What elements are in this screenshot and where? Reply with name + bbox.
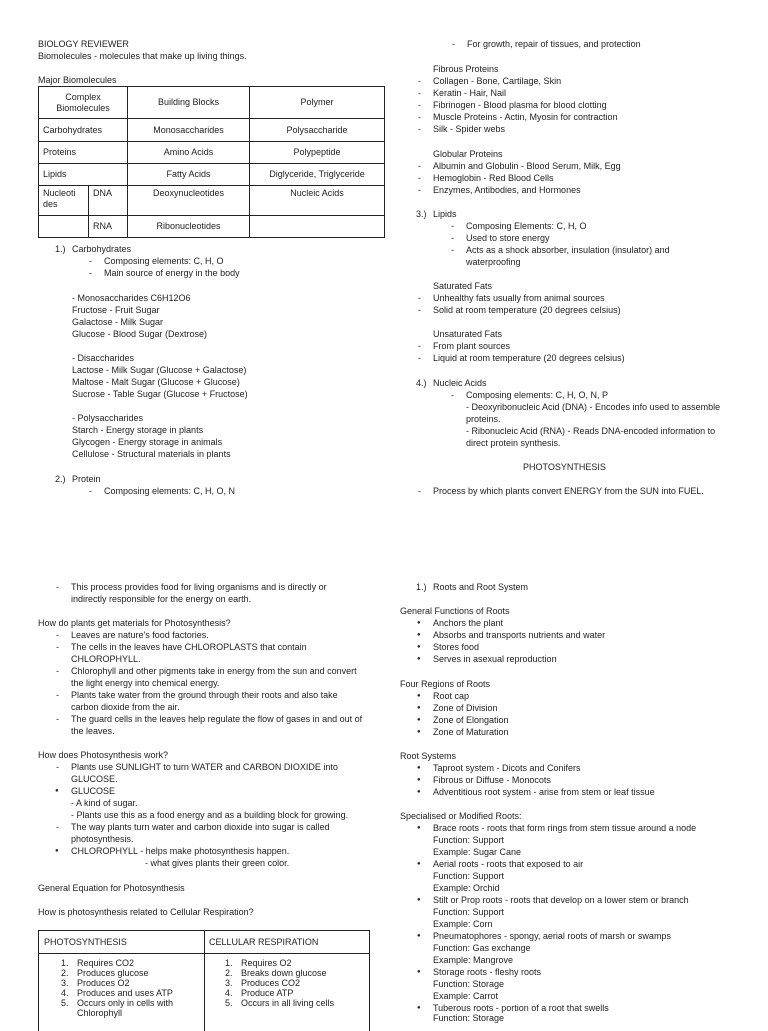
- list-item: Fructose - Fruit Sugar: [72, 305, 160, 315]
- list-item-detail: Example: Carrot: [433, 991, 499, 1001]
- table-cell: Polypeptide: [250, 142, 385, 164]
- table-cell: Ribonucleotides: [128, 216, 250, 238]
- list-item: ● Adventitious root system - arise from stem or leaf tissue: [433, 786, 655, 798]
- list-item: - Collagen - Bone, Cartilage, Skin: [433, 75, 561, 87]
- list-item: - Silk - Spider webs: [433, 123, 505, 135]
- list-item: - Keratin - Hair, Nail: [433, 87, 506, 99]
- table-cell: Occurs only in cells with: [77, 998, 174, 1008]
- disaccharides-heading: - Disaccharides: [72, 353, 135, 363]
- table-cell: [250, 216, 385, 238]
- list-item-continued: the light energy into chemical energy.: [71, 678, 220, 688]
- list-item: - For growth, repair of tissues, and protection: [467, 38, 641, 50]
- list-number: 3.): [416, 209, 427, 219]
- list-number: 2.: [225, 968, 233, 978]
- list-number: 3.: [61, 978, 69, 988]
- polysaccharides-heading: - Polysaccharides: [72, 413, 144, 423]
- list-item-detail: Function: Storage: [433, 979, 505, 989]
- list-item: - Used to store energy: [466, 232, 550, 244]
- fibrous-proteins-heading: Fibrous Proteins: [433, 64, 499, 74]
- list-item: Cellulose - Structural materials in plants: [72, 449, 231, 459]
- table-cell: Requires CO2: [77, 958, 135, 968]
- table-cell: Diglyceride, Triglyceride: [250, 164, 385, 186]
- list-number: 5.: [225, 998, 233, 1008]
- table-cell: Produce ATP: [241, 988, 294, 998]
- list-item: ● Fibrous or Diffuse - Monocots: [433, 774, 551, 786]
- list-number: 1.): [416, 582, 427, 592]
- list-item: Sucrose - Table Sugar (Glucose + Fructose): [72, 389, 248, 399]
- list-item: - Composing Elements: C, H, O: [466, 220, 587, 232]
- table-cell: Produces and uses ATP: [77, 988, 173, 998]
- table-cell: Monosaccharides: [128, 119, 250, 142]
- nucleic-acids-heading: Nucleic Acids: [433, 378, 487, 388]
- list-item-detail: Function: Support: [433, 907, 505, 917]
- list-item-detail: Function: Support: [433, 835, 505, 845]
- unsaturated-fats-heading: Unsaturated Fats: [433, 329, 503, 339]
- list-item-continued: GLUCOSE.: [71, 774, 118, 784]
- list-item-continued: - Plants use this as a food energy and as a building block for growing.: [71, 810, 349, 820]
- list-item: - Composing elements: C, H, O: [104, 255, 224, 267]
- biomolecules-table: [38, 86, 385, 238]
- list-item-detail: Function: Gas exchange: [433, 943, 531, 953]
- list-item: - Unhealthy fats usually from animal sources: [433, 292, 605, 304]
- list-item: ● Brace roots - roots that form rings from stem tissue around a node: [433, 822, 696, 834]
- table-header-cell: Building Blocks: [128, 87, 250, 119]
- regions-heading: Four Regions of Roots: [400, 679, 491, 689]
- doc-title: BIOLOGY REVIEWER: [38, 39, 129, 49]
- table-cell: Amino Acids: [128, 142, 250, 164]
- list-item-continued: proteins.: [466, 414, 501, 424]
- list-number: 4.: [61, 988, 69, 998]
- table-cell: Deoxynucleotides: [128, 186, 250, 216]
- list-item-continued: CHLOROPHYLL.: [71, 654, 141, 664]
- list-number: 1.: [61, 958, 69, 968]
- list-item-continued: indirectly responsible for the energy on earth.: [71, 594, 252, 604]
- list-number: 2.): [55, 474, 66, 484]
- list-item: - Process by which plants convert ENERGY from the SUN into FUEL.: [433, 485, 704, 497]
- list-item: - Chlorophyll and other pigments take in energy from the sun and convert: [71, 665, 357, 677]
- table-cell: Breaks down glucose: [241, 968, 327, 978]
- list-item-continued: carbon dioxide from the air.: [71, 702, 180, 712]
- list-item: ● Storage roots - fleshy roots: [433, 966, 541, 978]
- list-item: Starch - Energy storage in plants: [72, 425, 204, 435]
- protein-heading: Protein: [72, 474, 101, 484]
- materials-heading: How do plants get materials for Photosynthesis?: [38, 618, 231, 628]
- list-item-continued: - A kind of sugar.: [71, 798, 138, 808]
- list-item: - Composing elements: C, H, O, N: [104, 485, 235, 497]
- list-item: ● Stores food: [433, 641, 479, 653]
- table-row: [39, 142, 385, 164]
- list-item-continued: direct protein synthesis.: [466, 438, 561, 448]
- table-header-cell: PHOTOSYNTHESIS: [44, 937, 127, 947]
- table-cell: RNA: [89, 216, 128, 238]
- list-number: 1.: [225, 958, 233, 968]
- list-item: - Liquid at room temperature (20 degrees celsius): [433, 352, 625, 364]
- modified-roots-heading: Specialised or Modified Roots:: [400, 811, 522, 821]
- list-item-detail: Example: Corn: [433, 919, 493, 929]
- list-number: 4.): [416, 378, 427, 388]
- table-divider: [39, 953, 369, 954]
- table-cell: Fatty Acids: [128, 164, 250, 186]
- list-item: - Solid at room temperature (20 degrees celsius): [433, 304, 621, 316]
- list-item: ● Tuberous roots - portion of a root that swells: [433, 1002, 609, 1014]
- list-item: ● Taproot system - Dicots and Conifers: [433, 762, 581, 774]
- list-item: ● Stilt or Prop roots - roots that develop on a lower stem or branch: [433, 894, 689, 906]
- list-item-detail: Function: Support: [433, 871, 505, 881]
- list-number: 3.: [225, 978, 233, 988]
- list-item-continued: photosynthesis.: [71, 834, 134, 844]
- list-item-continued: - what gives plants their green color.: [145, 858, 290, 868]
- list-number: 4.: [225, 988, 233, 998]
- list-item: - Leaves are nature's food factories.: [71, 629, 209, 641]
- roots-heading: Roots and Root System: [433, 582, 529, 592]
- list-item: ● Serves in asexual reproduction: [433, 653, 557, 665]
- list-item: - Plants use SUNLIGHT to turn WATER and CARBON DIOXIDE into: [71, 761, 338, 773]
- photosynthesis-title: PHOTOSYNTHESIS: [523, 462, 606, 472]
- list-item: ● Zone of Elongation: [433, 714, 509, 726]
- table-header-cell: CELLULAR RESPIRATION: [209, 937, 319, 947]
- major-biomolecules-heading: Major Biomolecules: [38, 75, 117, 85]
- table-divider: [204, 931, 205, 1031]
- monosaccharides-heading: - Monosaccharides C6H12O6: [72, 293, 191, 303]
- saturated-fats-heading: Saturated Fats: [433, 281, 493, 291]
- table-row: [39, 164, 385, 186]
- list-item: Glycogen - Energy storage in animals: [72, 437, 223, 447]
- list-item: ● Anchors the plant: [433, 617, 503, 629]
- equation-heading: General Equation for Photosynthesis: [38, 883, 185, 893]
- lipids-heading: Lipids: [433, 209, 457, 219]
- table-cell: Produces CO2: [241, 978, 301, 988]
- list-number: 1.): [55, 244, 66, 254]
- list-item: ● Absorbs and transports nutrients and water: [433, 629, 605, 641]
- list-item-detail: Function: Storage: [433, 1013, 505, 1023]
- table-header-row: [39, 87, 385, 119]
- list-item: - The cells in the leaves have CHLOROPLASTS that contain: [71, 641, 307, 653]
- list-item: ● Zone of Division: [433, 702, 498, 714]
- table-row: [39, 216, 385, 238]
- globular-proteins-heading: Globular Proteins: [433, 149, 503, 159]
- comparison-table: [38, 930, 370, 1031]
- general-functions-heading: General Functions of Roots: [400, 606, 510, 616]
- list-item: - Main source of energy in the body: [104, 267, 240, 279]
- table-cell: Nucleic Acids: [250, 186, 385, 216]
- list-item: ● Zone of Maturation: [433, 726, 509, 738]
- table-cell: Produces glucose: [77, 968, 149, 978]
- list-item: - Plants take water from the ground through their roots and also take: [71, 689, 338, 701]
- root-systems-heading: Root Systems: [400, 751, 457, 761]
- list-item: - Albumin and Globulin - Blood Serum, Milk, Egg: [433, 160, 621, 172]
- how-it-works-heading: How does Photosynthesis work?: [38, 750, 169, 760]
- list-item: - From plant sources: [433, 340, 510, 352]
- table-row: [39, 119, 385, 142]
- relation-heading: How is photosynthesis related to Cellular Respiration?: [38, 907, 254, 917]
- list-number: 2.: [61, 968, 69, 978]
- table-cell: DNA: [89, 186, 128, 216]
- list-item: - Hemoglobin - Red Blood Cells: [433, 172, 554, 184]
- list-item: - Enzymes, Antibodies, and Hormones: [433, 184, 581, 196]
- list-item: ● Aerial roots - roots that exposed to air: [433, 858, 583, 870]
- list-item-detail: Example: Sugar Cane: [433, 847, 522, 857]
- table-cell: Chlorophyll: [77, 1008, 123, 1018]
- table-cell: Proteins: [39, 142, 128, 164]
- table-row: [39, 186, 385, 216]
- list-item: - Fibrinogen - Blood plasma for blood clotting: [433, 99, 607, 111]
- list-item: - Muscle Proteins - Actin, Myosin for contraction: [433, 111, 618, 123]
- list-item-continued: the leaves.: [71, 726, 115, 736]
- list-item: ● CHLOROPHYLL - helps make photosynthesis happen.: [71, 845, 289, 857]
- carbohydrates-heading: Carbohydrates: [72, 244, 132, 254]
- table-cell: Lipids: [39, 164, 128, 186]
- table-cell: Occurs in all living cells: [241, 998, 335, 1008]
- table-header-cell: Polymer: [250, 87, 385, 119]
- list-item: ● GLUCOSE: [71, 785, 115, 797]
- list-item-continued: waterproofing: [466, 257, 521, 267]
- list-item: - This process provides food for living organisms and is directly or: [71, 581, 327, 593]
- table-cell: Produces O2: [77, 978, 130, 988]
- list-item: Galactose - Milk Sugar: [72, 317, 164, 327]
- list-item: - Ribonucleic Acid (RNA) - Reads DNA-encoded information to: [466, 426, 716, 436]
- list-number: 5.: [61, 998, 69, 1008]
- list-item-detail: Example: Mangrove: [433, 955, 514, 965]
- list-item: - Deoxyribonucleic Acid (DNA) - Encodes info used to assemble: [466, 402, 721, 412]
- list-item: - The guard cells in the leaves help regulate the flow of gases in and out of: [71, 713, 362, 725]
- list-item: ● Root cap: [433, 690, 469, 702]
- list-item: ● Pneumatophores - spongy, aerial roots of marsh or swamps: [433, 930, 671, 942]
- list-item: Maltose - Malt Sugar (Glucose + Glucose): [72, 377, 240, 387]
- table-cell: Polysaccharide: [250, 119, 385, 142]
- doc-subtitle: Biomolecules - molecules that make up living things.: [38, 51, 247, 61]
- table-cell: Requires O2: [241, 958, 292, 968]
- table-cell: [39, 216, 89, 238]
- list-item: - Composing elements: C, H, O, N, P: [466, 389, 608, 401]
- list-item: Lactose - Milk Sugar (Glucose + Galactose): [72, 365, 247, 375]
- list-item-detail: Example: Orchid: [433, 883, 500, 893]
- list-item: - Acts as a shock absorber, insulation (insulator) and: [466, 244, 670, 256]
- table-cell: Carbohydrates: [39, 119, 128, 142]
- table-header-cell: Complex Biomolecules: [39, 87, 128, 119]
- list-item: - The way plants turn water and carbon dioxide into sugar is called: [71, 821, 330, 833]
- list-item: Glucose - Blood Sugar (Dextrose): [72, 329, 208, 339]
- table-cell: Nucleoti des: [39, 186, 89, 216]
